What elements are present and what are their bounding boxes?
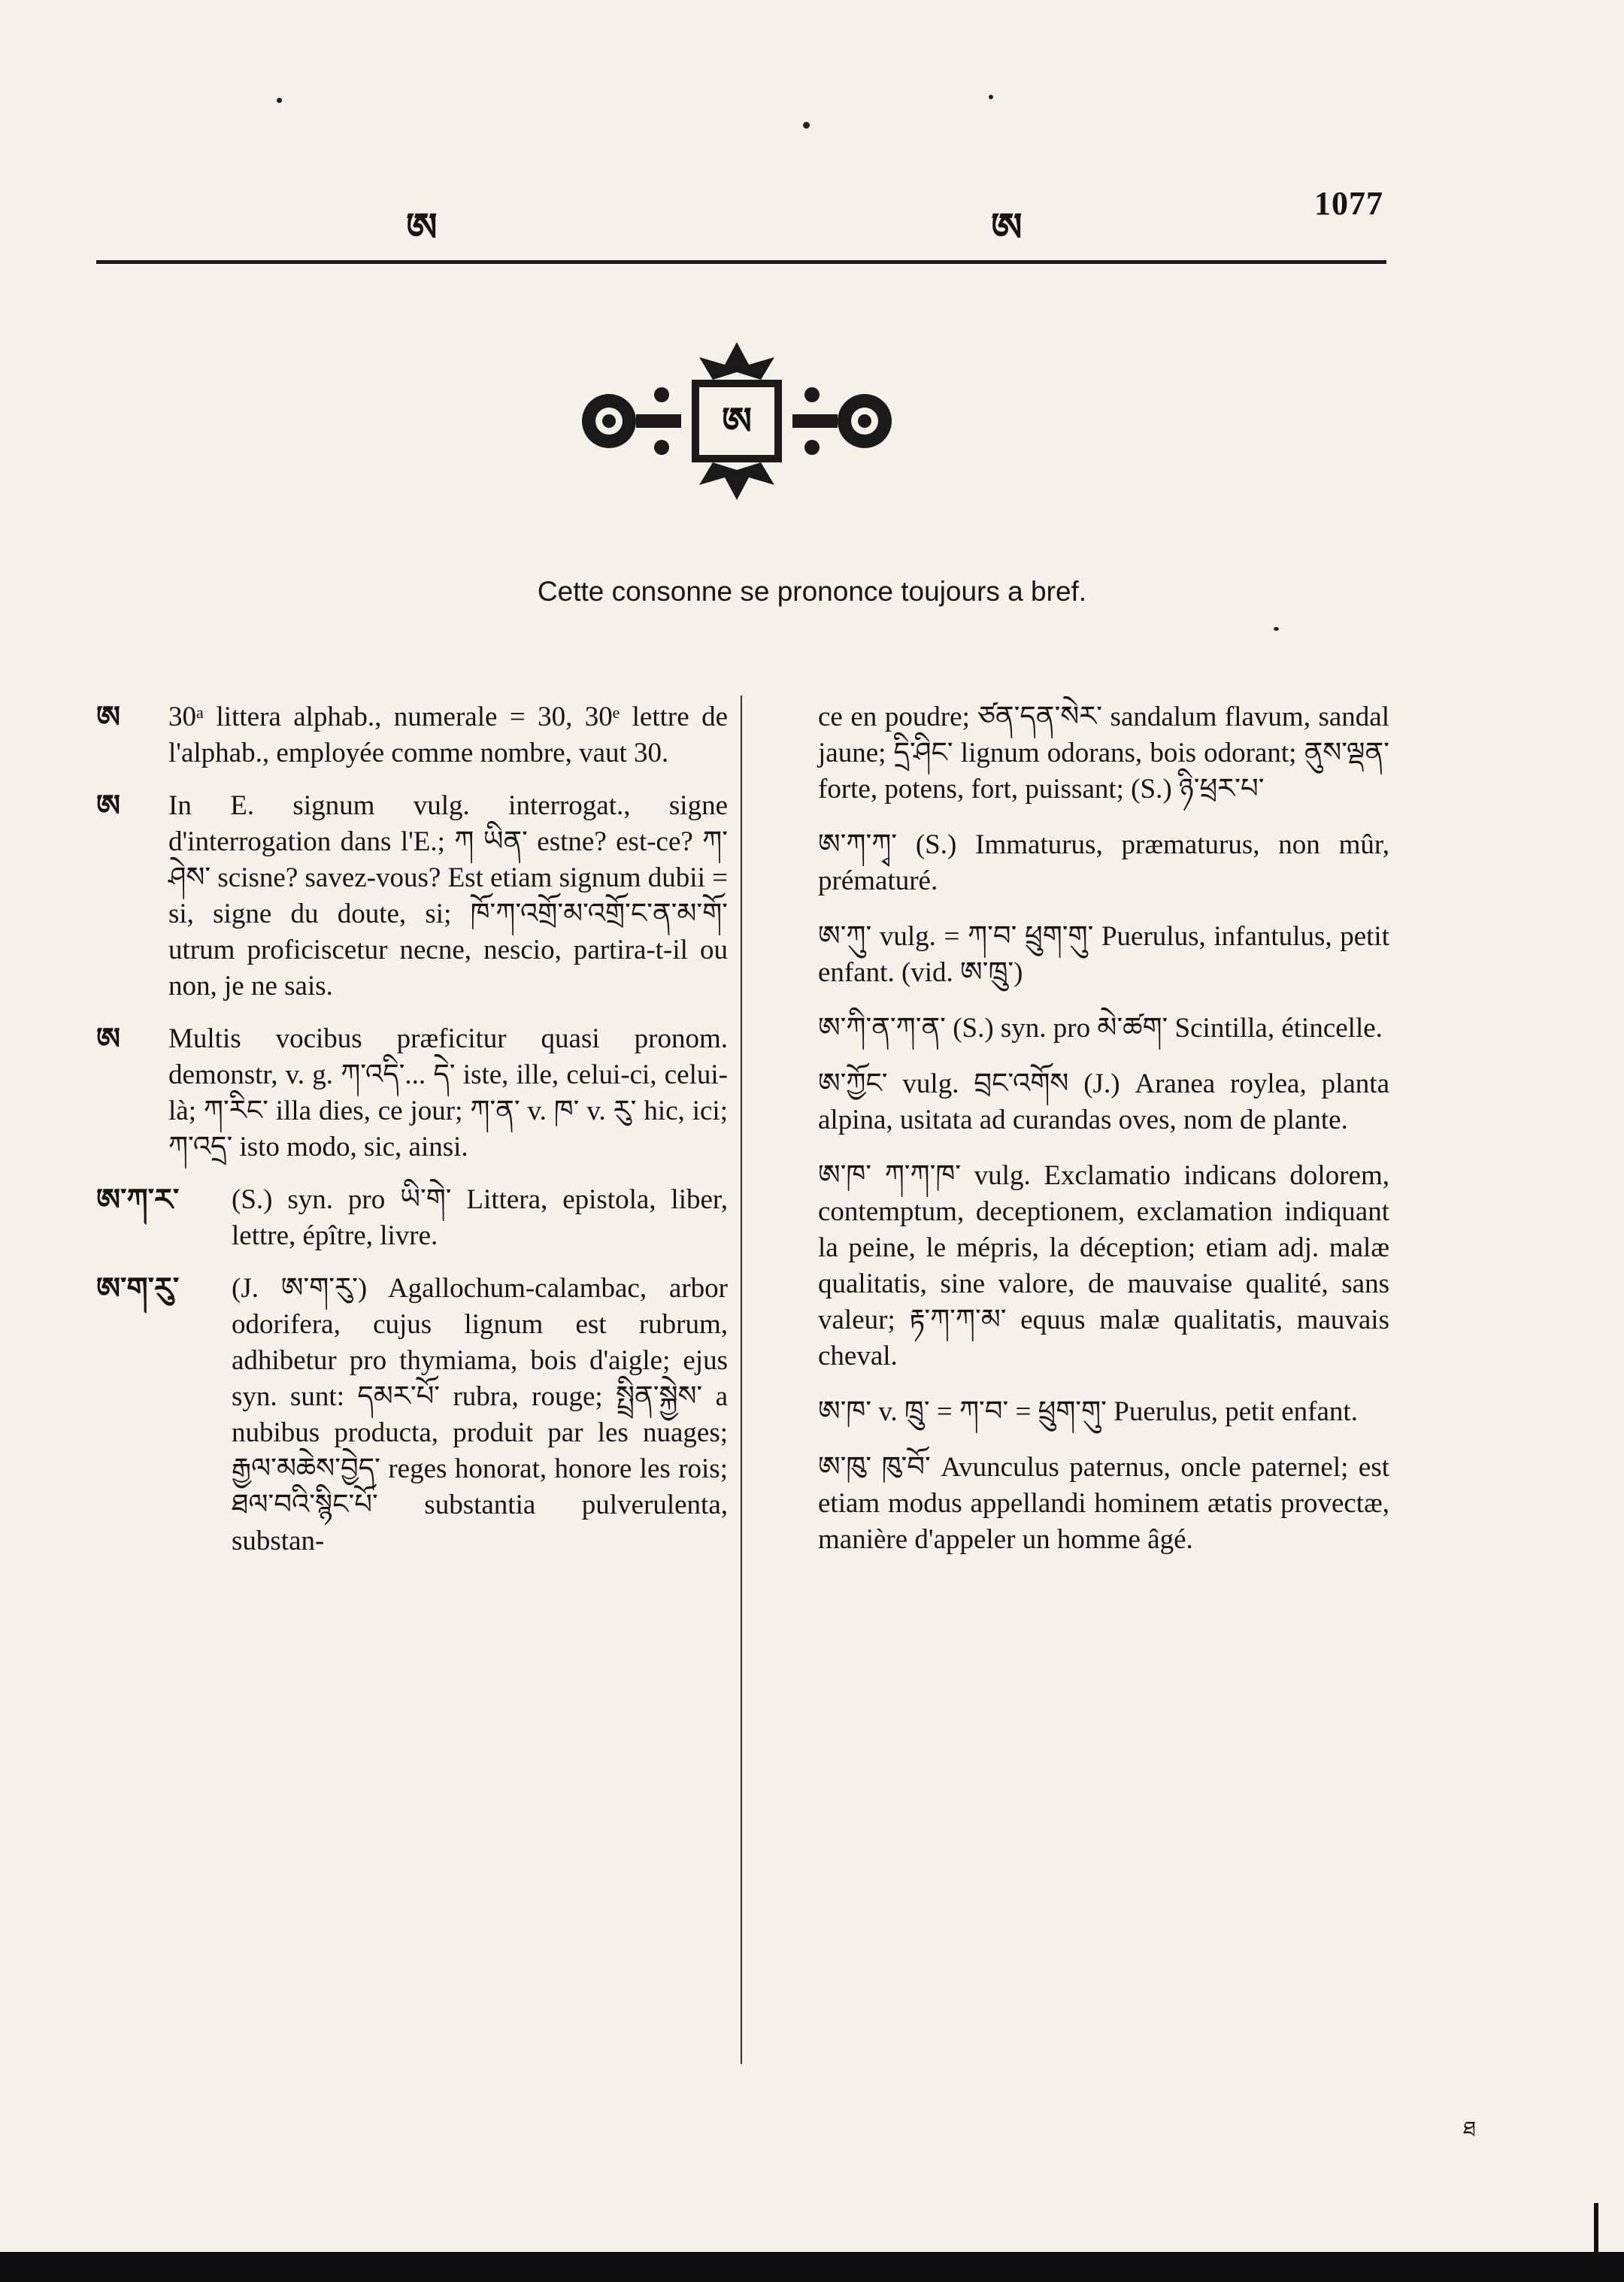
dictionary-entry [96,788,728,1005]
entry-text: ཨ་ཀི་ན་ཀ་ན་ (S.) syn. pro མེ་ཚག་ Scintilla, étincelle. [818,1013,1383,1044]
entry-text: Multis vocibus præficitur quasi pronom. demonstr, v. g. ཀ་འདི་... དེ་ iste, ille, celui-ci, celui-là; ཀ་རིང་ illa dies, ce jour; ཀ་ན་ v. ཁ་ v. རུ་ hic, ici; ཀ་འདྲ་ isto modo, sic, ainsi. [168,1023,728,1162]
left-column [96,699,728,1576]
dictionary-entry [96,699,728,771]
entry-text: ཨ་ཁ་ ཀ་ཀ་ཁ་ vulg. Exclamatio indicans dolorem, contemptum, deceptionem, exclamation indiquant la peine, le mépris, la déception; etiam adj. malæ qualitatis, sine valore, de mauvaise qualité, sans valeur; རྟ་ཀ་ཀ་མ་ equus malæ qualitatis, mauvais cheval. [818,1160,1389,1371]
entry-headword: ཨ [96,700,121,734]
entry-headword: ཨ་ཀ་ར་ [96,1183,180,1217]
margin-mark: ཐ [1463,2118,1476,2141]
header-center-letter: ཨ [991,207,1023,250]
header-left-letter: ཨ [406,207,438,250]
dictionary-entry [818,1394,1389,1430]
entry-text: (S.) syn. pro ཡི་གེ་ Littera, epistola, liber, lettre, épître, livre. [232,1184,728,1251]
dictionary-entry [818,1158,1389,1374]
dictionary-entry [818,1066,1389,1138]
entry-text: ཨ་ཀྱོང་ vulg. བྲང་འགོས (J.) Aranea roylea, planta alpina, usitata ad curandas oves, nom de plante. [818,1068,1389,1135]
print-speck [803,122,810,129]
column-divider [741,696,742,2064]
ornament-vignette [571,342,902,500]
entry-text: ཨ་ཁུ་ ཁུ་བོ་ Avunculus paternus, oncle paternel; est etiam modus appellandi hominem ætatis provectæ, manière d'appeler un homme âgé. [818,1452,1389,1555]
ornament-letter: ཨ [721,399,753,443]
header-rule [96,260,1386,264]
entry-headword: ཨ [96,1022,121,1056]
dictionary-entry [96,1182,728,1254]
entry-headword: ཨ [96,789,121,823]
right-column [818,699,1389,1577]
entry-text: ཨ་ཁ་ v. ཁྲུ་ = ཀ་བ་ = ཕྲུག་གུ་ Puerulus, petit enfant. [818,1396,1358,1427]
entry-text: 30ᵃ littera alphab., numerale = 30, 30ᵉ lettre de l'alphab., employée comme nombre, vaut 30. [168,702,728,768]
print-speck [989,95,993,99]
dictionary-entry [818,1450,1389,1558]
scan-edge-bar [0,2252,1624,2282]
dictionary-entry [818,1011,1389,1047]
print-speck [277,98,282,103]
print-speck [1274,627,1279,631]
entry-headword: ཨ་ག་རུ་ [96,1271,180,1305]
scan-edge-tick [1594,2203,1598,2252]
dictionary-entry [818,699,1389,808]
entry-text: ཨ་ཀུ་ vulg. = ཀ་བ་ ཕྲུག་གུ་ Puerulus, infantulus, petit enfant. (vid. ཨ་ཁྲུ་) [818,921,1389,988]
entry-text: (J. ཨ་ག་རུ་) Agallochum-calambac, arbor odorifera, cujus lignum est rubrum, adhibetur pro thymiama, bois d'aigle; ejus syn. sunt: དམར་པོ་ rubra, rouge; སྤྲིན་སྐྱེས་ a nubibus producta, produit par les nuages; རྒྱལ་མཆེས་བྱེད་ reges honorat, honore les rois; ཐལ་བའི་སྙིང་པོ་ substantia pulverulenta, substan- [232,1273,728,1556]
intro-sentence: Cette consonne se prononce toujours a bref. [537,576,1087,607]
dictionary-entry [96,1271,728,1559]
page-number: 1077 [1314,185,1383,222]
entry-text: ཨ་ཀ་ཀྭ་ (S.) Immaturus, præmaturus, non mûr, prématuré. [818,829,1389,896]
dictionary-entry [96,1021,728,1165]
entry-text: ce en poudre; ཙན་དན་སེར་ sandalum flavum, sandal jaune; དྲི་ཤིང་ lignum odorans, bois odorant; ནུས་ལྡན་ forte, potens, fort, puissant; (S.) ཉི་ཕྲར་པ་ [818,702,1389,805]
dictionary-entry [818,827,1389,899]
dictionary-entry [818,919,1389,991]
entry-text: In E. signum vulg. interrogat., signe d'interrogation dans l'E.; ཀ ཡིན་ estne? est-ce? ཀ་ཤེས་ scisne? savez-vous? Est etiam signum dubii = si, signe du doute, si; ཁོ་ཀ་འགྲོ་མ་འགྲོ་ང་ན་མ་གོ་ utrum proficiscetur necne, nescio, partira-t-il ou non, je ne sais. [168,790,728,1002]
